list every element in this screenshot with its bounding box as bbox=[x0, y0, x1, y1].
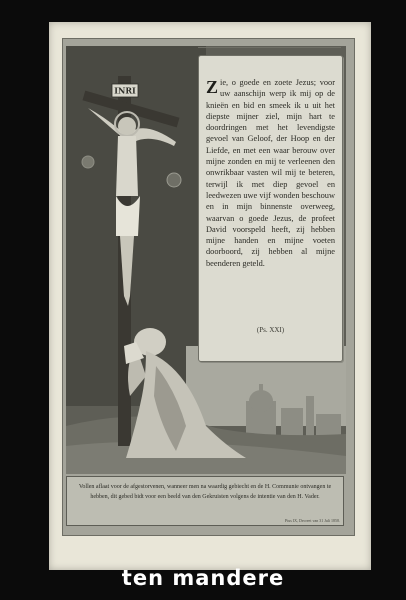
watermark-caption: ten mandere bbox=[121, 566, 285, 590]
prayer-body: ie, o goede en zoete Jezus; voor uw aanschijn werp ik mij op de knieën en bid en smeek ik u uit het diepste mijner ziel, mijn hart te doordringen met het levendigste gevoel van Geloof, der Hoop en der Liefde, en met een waar berouw over mijne zonden en mij te verleenen den onwrikbaar vasten wil mij te beteren, terwijl ik met diep gevoel en leedwezen uwe vijf wonden beschouw en in mijn binnenste overweeg, waarvan o goede Jezus, de profeet David voorspeld heeft, zij hebben mijne handen en mijne voeten doorboord, zij hebben al mijne beenderen geteld. bbox=[206, 78, 335, 268]
inri-text: INRI bbox=[114, 85, 136, 96]
prayer-initial: Z bbox=[206, 77, 219, 97]
indulgence-decree: Pius IX, Decreet van 31 Juli 1858. bbox=[284, 518, 340, 523]
psalm-reference: (Ps. XXI) bbox=[256, 326, 285, 334]
orb-left bbox=[82, 156, 94, 168]
orb-right bbox=[167, 173, 181, 187]
prayer-text-block bbox=[206, 77, 335, 269]
indulgence-text: Vollen aflaat voor de afgestorvenen, wanneer men na waardig gebiecht en de H. Communie ontvangen te hebben, dit gebed bidt voor een beeld van den Gekruisten volgens de intentie van den H. Vader. bbox=[78, 484, 332, 500]
